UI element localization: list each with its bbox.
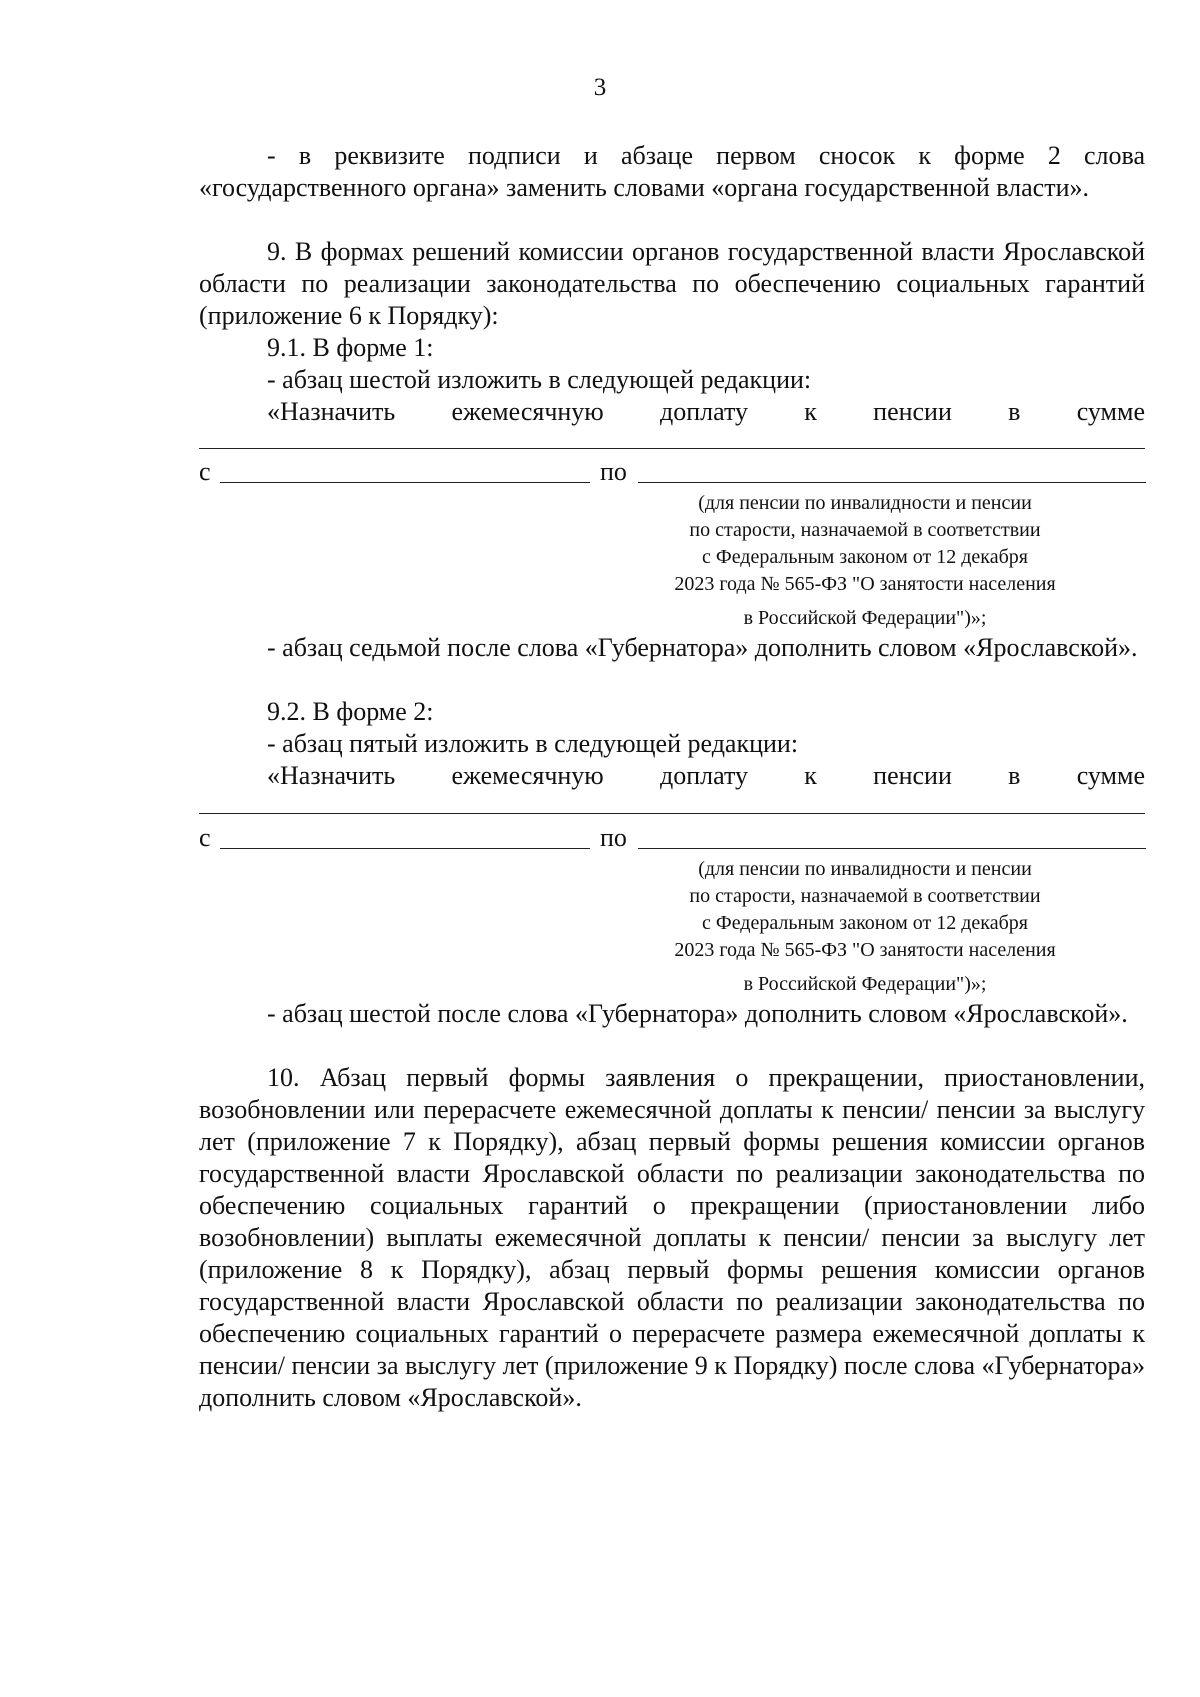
form1-note-line: с Федеральным законом от 12 декабря: [702, 546, 1028, 568]
form1-amount-blank: [199, 448, 1145, 449]
form2-amount-blank: [199, 813, 1145, 814]
form2-note-line: (для пенсии по инвалидности и пенсии: [698, 858, 1032, 880]
form2-note-line: в Российской Федерации")»;: [743, 973, 987, 995]
form1-to-blank: [638, 482, 1146, 483]
paragraph-9-2-instruction: - абзац пятый изложить в следующей редакции:: [267, 729, 799, 758]
form2-from-blank: [220, 848, 590, 849]
form2-note-line: с Федеральным законом от 12 декабря: [702, 912, 1028, 934]
paragraph-9: 9. В формах решений комиссии органов государственной власти Ярославской области по реализации законодательства по обеспечению социальных гарантий (приложение 6 к Порядку):: [199, 237, 1145, 330]
form1-note-line: в Российской Федерации")»;: [743, 607, 987, 629]
form2-note-line: 2023 года № 565-ФЗ "О занятости населения: [674, 939, 1056, 961]
form1-from-blank: [220, 482, 590, 483]
form2-to-label: по: [600, 823, 627, 852]
paragraph-form1-seventh: - абзац седьмой после слова «Губернатора» дополнить словом «Ярославской».: [267, 633, 1138, 662]
form1-quote-line: «Назначить ежемесячную доплату к пенсии в сумме: [267, 397, 1145, 426]
page-number: 3: [593, 74, 607, 101]
paragraph-9-1-instruction: - абзац шестой изложить в следующей редакции:: [267, 365, 812, 394]
form2-quote-line: «Назначить ежемесячную доплату к пенсии в сумме: [267, 761, 1145, 790]
paragraph-10: 10. Абзац первый формы заявления о прекращении, приостановлении, возобновлении или перерасчете ежемесячной доплаты к пенсии/ пенсии за выслугу лет (приложение 7 к Порядку), абзац первый формы решения комиссии органов государственной власти Ярославской области по реализации законодательства по обеспечению социальных гарантий о прекращении (приостановлении либо возобновлении) выплаты ежемесячной доплаты к пенсии/ пенсии за выслугу лет (приложение 8 к Порядку), абзац первый формы решения комиссии органов государственной власти Ярославской области по реализации законодательства по обеспечению социальных гарантий о перерасчете размера ежемесячной доплаты к пенсии/ пенсии за выслугу лет (приложение 9 к Порядку) после слова «Губернатора» дополнить словом «Ярославской».: [199, 1063, 1145, 1412]
form1-note-line: 2023 года № 565-ФЗ "О занятости населения: [674, 573, 1056, 595]
paragraph-signature-amendment: - в реквизите подписи и абзаце первом сносок к форме 2 слова «государственного органа» заменить словами «органа государственной власти».: [199, 141, 1145, 202]
paragraph-9-1: 9.1. В форме 1:: [267, 333, 434, 362]
form2-to-blank: [638, 848, 1146, 849]
form1-to-label: по: [600, 457, 627, 486]
form1-note-line: (для пенсии по инвалидности и пенсии: [698, 492, 1032, 514]
form2-note-line: по старости, назначаемой в соответствии: [689, 885, 1041, 907]
form2-note: [630, 856, 1100, 998]
form1-from-label: с: [199, 457, 211, 486]
form1-note: [630, 490, 1100, 632]
form1-note-line: по старости, назначаемой в соответствии: [689, 519, 1041, 541]
paragraph-form2-sixth: - абзац шестой после слова «Губернатора» дополнить словом «Ярославской».: [267, 999, 1128, 1028]
paragraph-9-2: 9.2. В форме 2:: [267, 697, 434, 726]
form2-from-label: с: [199, 823, 211, 852]
